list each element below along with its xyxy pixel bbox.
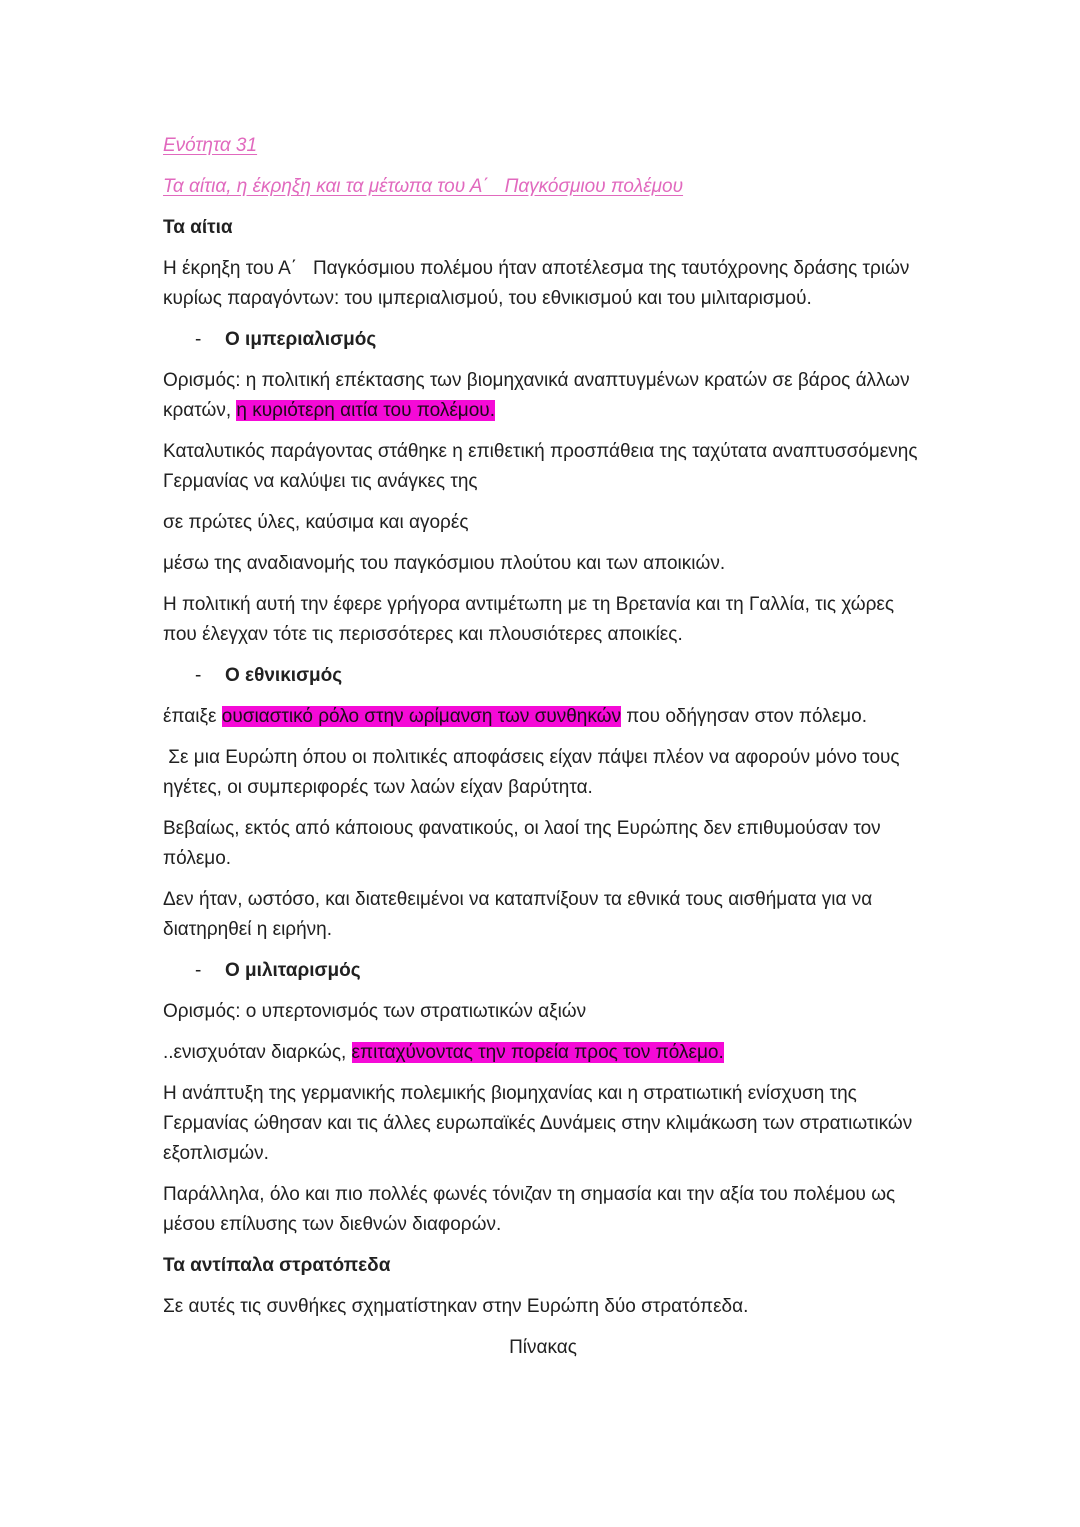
list-item bbox=[195, 956, 923, 986]
text-run: έπαιξε bbox=[163, 706, 222, 727]
text-run: σε πρώτες ύλες, καύσιμα και αγορές bbox=[163, 512, 469, 533]
text-run: Καταλυτικός παράγοντας στάθηκε η επιθετική προσπάθεια της ταχύτατα αναπτυσσόμενης Γερμανίας να καλύψει τις ανάγκες της bbox=[163, 441, 923, 492]
document-body bbox=[163, 131, 923, 1363]
centered-paragraph bbox=[163, 1333, 923, 1363]
text-run: Παράλληλα, όλο και πιο πολλές φωνές τόνιζαν τη σημασία και την αξία του πολέμου ως μέσου επίλυσης των διεθνών διαφορών. bbox=[163, 1184, 901, 1235]
text-run: Ο ιμπεριαλισμός bbox=[225, 329, 377, 350]
text-run: Σε αυτές τις συνθήκες σχηματίστηκαν στην Ευρώπη δύο στρατόπεδα. bbox=[163, 1296, 749, 1317]
paragraph bbox=[163, 508, 923, 538]
paragraph bbox=[163, 437, 923, 497]
list-item-label bbox=[225, 661, 342, 691]
paragraph bbox=[163, 1079, 923, 1169]
text-run: Πίνακας bbox=[509, 1337, 577, 1358]
paragraph bbox=[163, 814, 923, 874]
list-item bbox=[195, 661, 923, 691]
text-run: Η έκρηξη του Α΄ Παγκόσμιου πολέμου ήταν αποτέλεσμα της ταυτόχρονης δράσης τριών κυρίως παραγόντων: του ιμπεριαλισμού, του εθνικισμού και του μιλιταρισμού. bbox=[163, 258, 915, 309]
paragraph bbox=[163, 1038, 923, 1068]
text-run: Η πολιτική αυτή την έφερε γρήγορα αντιμέτωπη με τη Βρετανία και τη Γαλλία, τις χώρες που έλεγχαν τότε τις περισσότερες και πλουσιότερες αποικίες. bbox=[163, 594, 900, 645]
paragraph bbox=[163, 743, 923, 803]
bullet-dash: - bbox=[195, 329, 202, 350]
paragraph bbox=[163, 549, 923, 579]
highlighted-text: επιταχύνοντας την πορεία προς τον πόλεμο. bbox=[351, 1042, 724, 1063]
text-run: Τα αντίπαλα στρατόπεδα bbox=[163, 1255, 391, 1276]
paragraph bbox=[163, 702, 923, 732]
paragraph bbox=[163, 997, 923, 1027]
paragraph bbox=[163, 1292, 923, 1322]
text-run: που οδήγησαν στον πόλεμο. bbox=[620, 706, 867, 727]
highlighted-text: η κυριότερη αιτία του πολέμου. bbox=[236, 400, 495, 421]
text-run: μέσω της αναδιανομής του παγκόσμιου πλούτου και των αποικιών. bbox=[163, 553, 726, 574]
list-item-label bbox=[225, 956, 361, 986]
bullet-dash: - bbox=[195, 665, 202, 686]
section-heading bbox=[163, 1251, 923, 1281]
paragraph bbox=[163, 1180, 923, 1240]
text-run: Σε μια Ευρώπη όπου οι πολιτικές αποφάσεις είχαν πάψει πλέον να αφορούν μόνο τους ηγέτες, οι συμπεριφορές των λαών είχαν βαρύτητα. bbox=[163, 747, 905, 798]
paragraph bbox=[163, 885, 923, 945]
paragraph bbox=[163, 254, 923, 314]
highlighted-text: ουσιαστικό ρόλο στην ωρίμανση των συνθηκών bbox=[221, 706, 621, 727]
section-heading bbox=[163, 213, 923, 243]
text-run: Δεν ήταν, ωστόσο, και διατεθειμένοι να καταπνίξουν τα εθνικά τους αισθήματα για να διατηρηθεί η ειρήνη. bbox=[163, 889, 878, 940]
list-item bbox=[195, 325, 923, 355]
text-run: Ορισμός: η πολιτική επέκτασης των βιομηχανικά αναπτυγμένων κρατών σε βάρος άλλων κρατών, bbox=[163, 370, 915, 421]
text-run: Ενότητα 31 bbox=[163, 135, 258, 156]
text-run: ..ενισχυόταν διαρκώς, bbox=[163, 1042, 352, 1063]
hyperlink-heading[interactable] bbox=[163, 131, 923, 161]
text-run: Ορισμός: ο υπερτονισμός των στρατιωτικών αξιών bbox=[163, 1001, 587, 1022]
list-item-label bbox=[225, 325, 376, 355]
bullet-dash: - bbox=[195, 960, 202, 981]
text-run: Η ανάπτυξη της γερμανικής πολεμικής βιομηχανίας και η στρατιωτική ενίσχυση της Γερμανίας ώθησαν και τις άλλες ευρωπαϊκές Δυνάμεις στην κλιμάκωση των στρατιωτικών εξοπλισμών. bbox=[163, 1083, 918, 1164]
paragraph bbox=[163, 590, 923, 650]
text-run: Ο εθνικισμός bbox=[225, 665, 343, 686]
paragraph bbox=[163, 366, 923, 426]
text-run: Τα αίτια bbox=[163, 217, 233, 238]
text-run: Βεβαίως, εκτός από κάποιους φανατικούς, οι λαοί της Ευρώπης δεν επιθυμούσαν τον πόλεμο. bbox=[163, 818, 886, 869]
text-run: Ο μιλιταρισμός bbox=[225, 960, 361, 981]
hyperlink-heading[interactable] bbox=[163, 172, 923, 202]
text-run: Τα αίτια, η έκρηξη και τα μέτωπα του Α΄ Παγκόσμιου πολέμου bbox=[163, 176, 684, 197]
